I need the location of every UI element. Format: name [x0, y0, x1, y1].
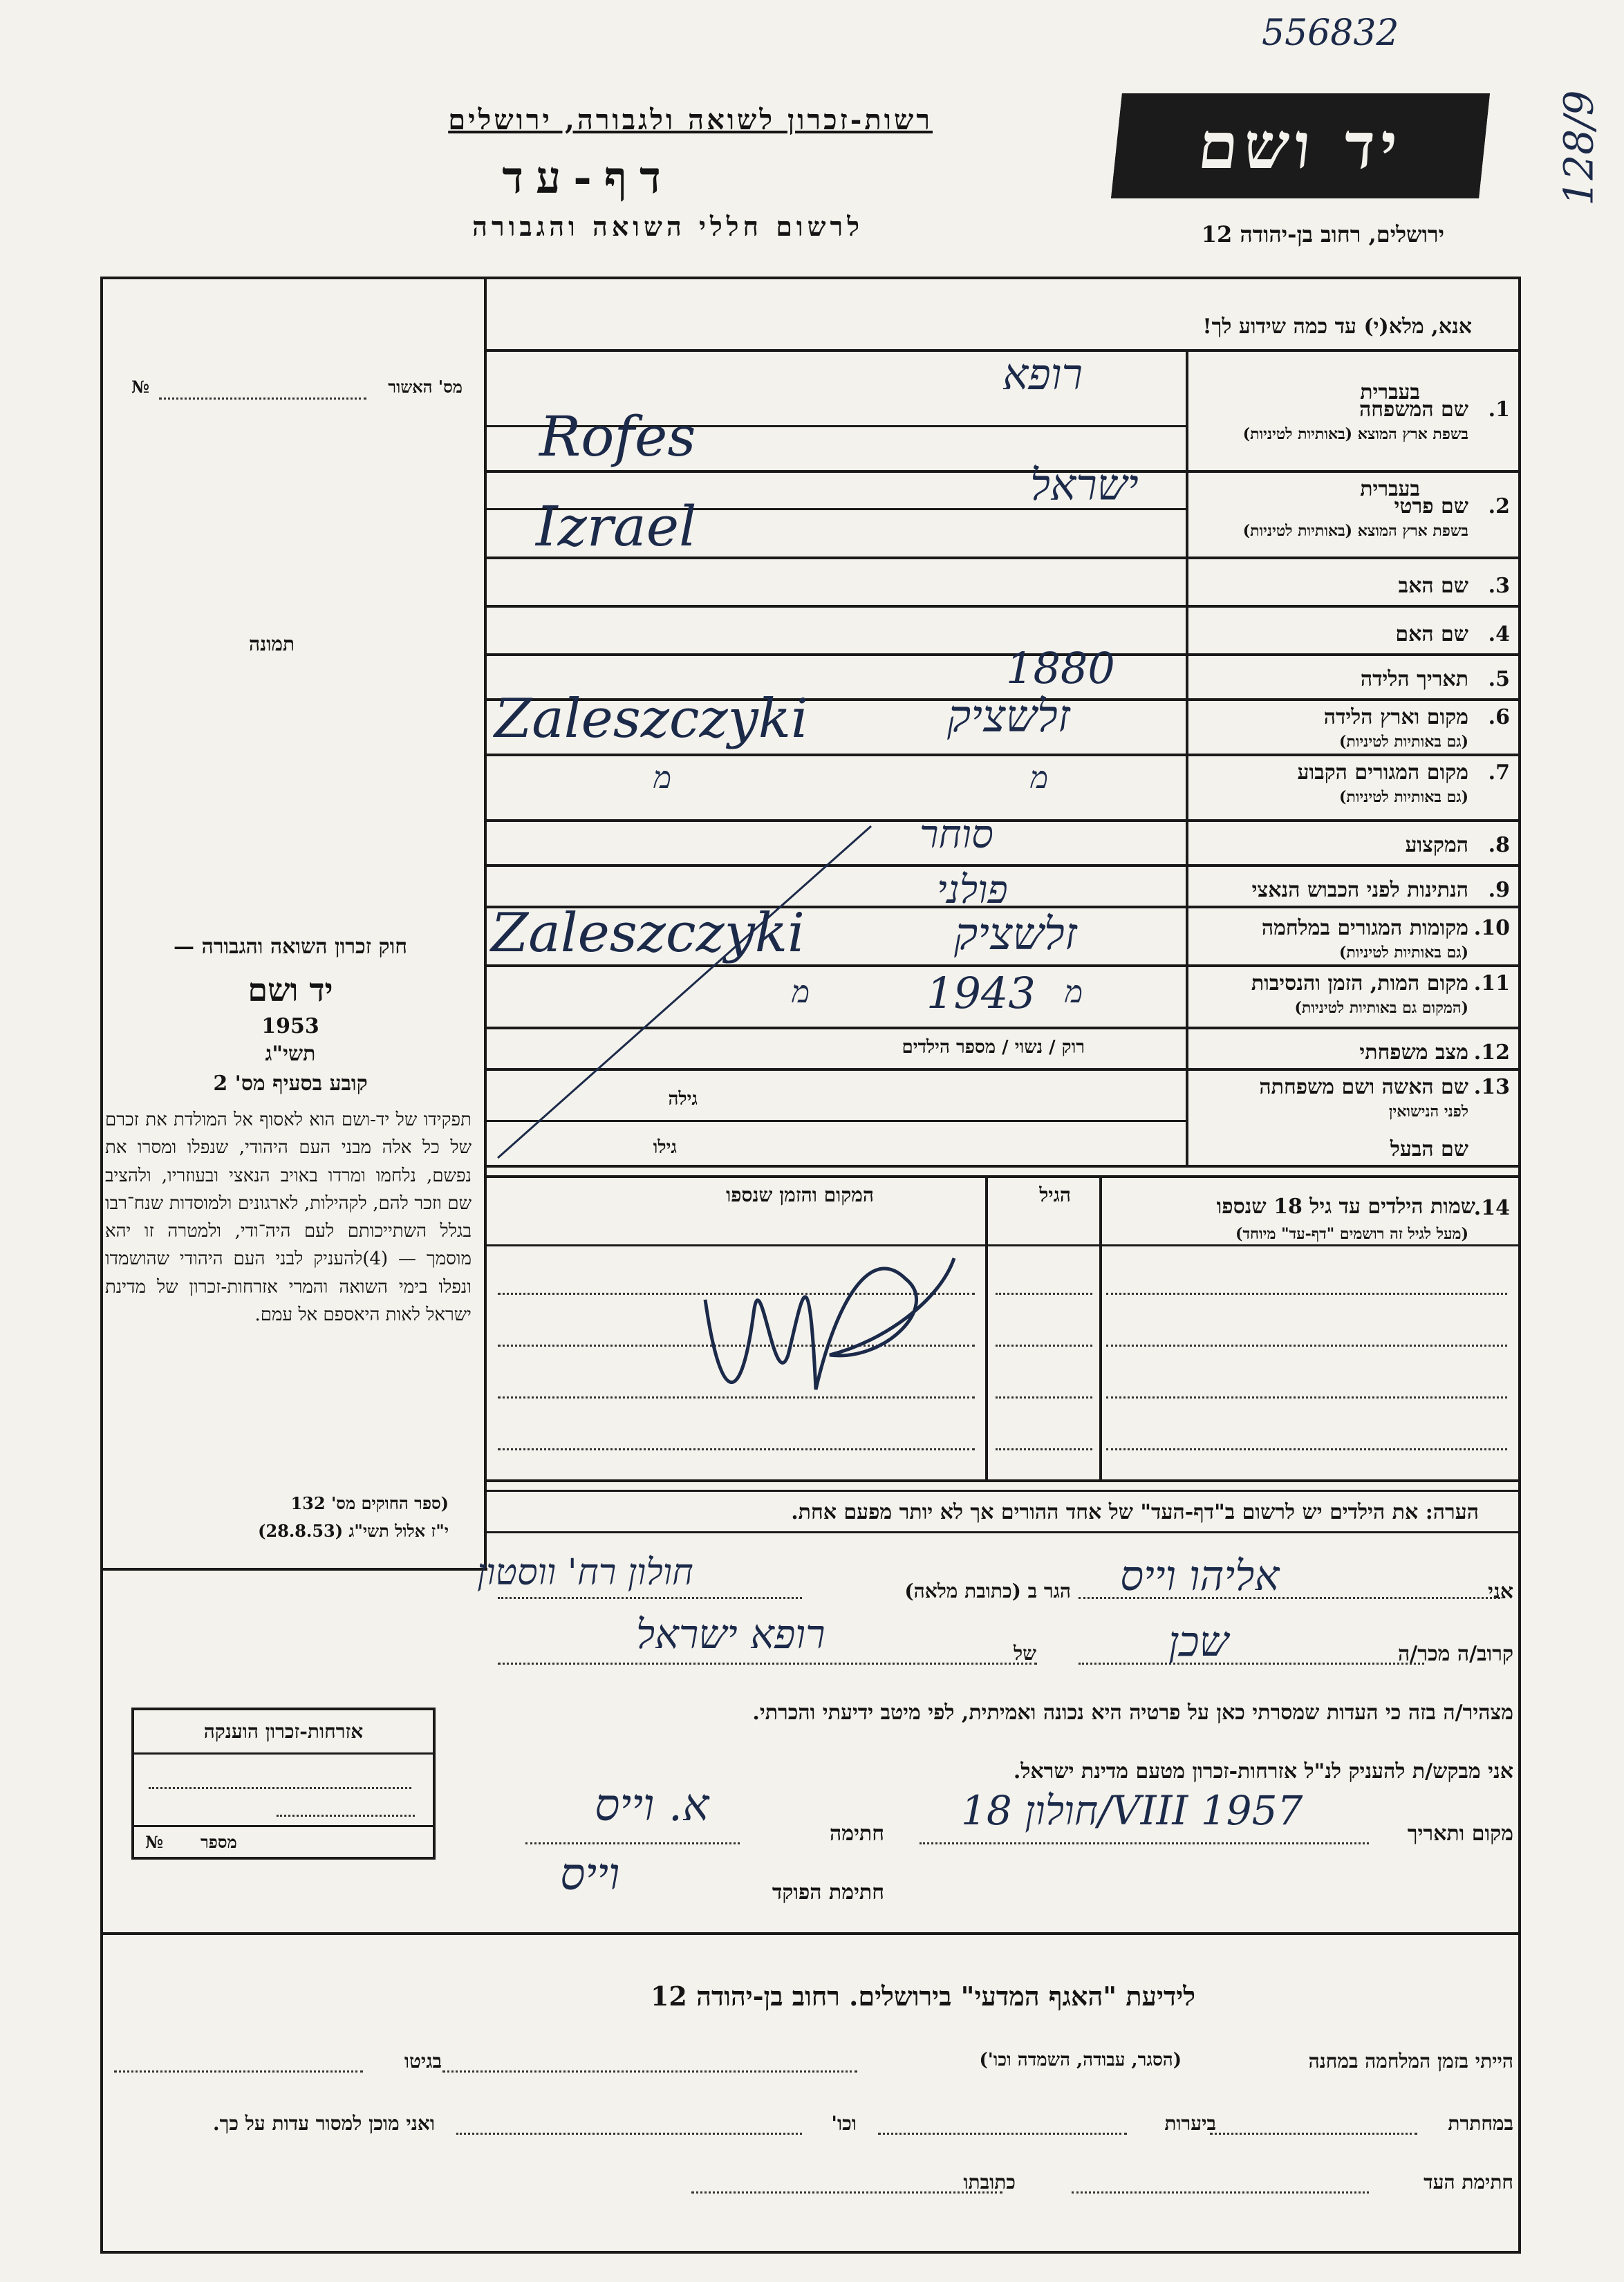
memorial-box-title: אזרחות-זכרון הוענקה: [203, 1720, 364, 1743]
footer-title: לידיעת "האגף המדעי" בירושלים. רחוב בן-יהודה 12: [650, 1981, 1195, 2012]
law-source: (ספר החוקים מס' 132: [290, 1493, 449, 1513]
hw-declarant-name: אליהו וייס: [1120, 1552, 1280, 1600]
hw-death-place-ditto: מ: [792, 975, 810, 1010]
officer-signature-label: חתימת הפוקד: [772, 1880, 884, 1905]
field-number: 4.: [1488, 622, 1510, 646]
children-remark: הערה: את הילדים יש לרשום ב"דף-העד" של אחד ההורים אך לא יותר מפעם אחת.: [791, 1500, 1479, 1524]
citizenship-request: אני מבקש/ת להעניק לנ"ל אזרחות-זכרון מטעם מדינת ישראל.: [1013, 1759, 1513, 1784]
footer-ghetto-label: בגיטו: [404, 2050, 442, 2073]
hw-birth-place-latin: Zaleszczyki: [494, 688, 808, 750]
husband-name-label: שם הבעל: [1390, 1137, 1468, 1161]
age-label-wife: גילה: [668, 1089, 698, 1110]
in-hebrew-label-2: בעברית: [1360, 477, 1420, 501]
children-place-column: המקום והזמן שנספו: [726, 1184, 874, 1206]
hw-citizenship: פולני: [937, 868, 1008, 913]
footer-forests-label: ביערות: [1164, 2112, 1216, 2135]
hw-signature: א. וייס: [595, 1780, 709, 1831]
law-hebrew-year: תשי"ג: [265, 1042, 316, 1066]
law-section: קובע בסעיף מס' 2: [213, 1072, 368, 1096]
footer-address-label: כתובתו: [963, 2171, 1016, 2194]
relation-label: קרוב/ה מכר/ה: [1398, 1642, 1513, 1666]
field-sublabel: (גם באותיות לטיניות): [1338, 944, 1468, 962]
field-sublabel: בשפת ארץ המוצא (באותיות לטיניות): [1242, 425, 1468, 443]
field-label: הנתינות לפני הכבוש הנאצי: [1251, 878, 1468, 902]
field-sublabel: (המקום גם באותיות לטיניות): [1294, 999, 1468, 1017]
hw-wartime-place-latin: Zaleszczyki: [491, 902, 805, 964]
side-number: 128/9: [1555, 90, 1603, 206]
footer-camp-label: הייתי בזמן המלחמה במחנה: [1308, 2050, 1513, 2073]
law-body: תפקידו של יד-ושם הוא לאסוף אל המולדת את זכרם של כל אלה מבני העם היהודי, שנפלו ומסרו את נפשם, נלחמו ומרדו באויב הנאצי ובעוזריו, ולהציב שם וזכר להם, לקהילות, לארגונים ולמוסדות שנח־רבו בגלל השתייכותם לעם היה־ודי, ולמטרה זו יהא מוסמך — (4)להעניק לבני העם היהודי שהושמדו ונפלו בימי השואה והמרי אזרחות-זכרון של מדינת ישראל לאות היאספם אל עמם.: [105, 1110, 472, 1326]
footer-witness-signature-label: חתימת העד: [1424, 2171, 1513, 2194]
field-label: שם האב: [1398, 574, 1468, 598]
memorial-number-label: מספר: [200, 1832, 237, 1852]
header-address: ירושלים, רחוב בן-יהודה 12: [1201, 221, 1444, 247]
hw-surname-latin: Rofes: [539, 404, 696, 469]
law-yad-vashem: יד ושם: [248, 971, 333, 1009]
children-title: שמות הילדים עד גיל 18 שנספו: [1216, 1195, 1475, 1219]
hw-profession: סוחר: [920, 812, 993, 857]
hw-given-hebrew: ישראל: [1030, 460, 1139, 510]
field-number: 8.: [1488, 833, 1510, 857]
field-label: המקצוע: [1405, 833, 1468, 857]
field-sublabel: (גם באותיות לטיניות): [1338, 788, 1468, 806]
cert-number-label: מס' האשור: [388, 377, 463, 397]
field-sublabel: (גם באותיות לטיניות): [1338, 733, 1468, 751]
hw-residence-ditto-2: מ: [1030, 760, 1049, 796]
strike-through-line: [484, 819, 1186, 1165]
field-label: מקומות המגורים במלחמה: [1261, 916, 1468, 940]
declaration-statement: מצהיר/ה בזה כי העדות שמסרתי כאן על פרטיה היא נכונה ואמיתית, לפי מיטב ידיעתי והכרתי.: [752, 1701, 1513, 1725]
cross-out-scribble: [678, 1217, 968, 1424]
hw-given-latin: Izrael: [536, 494, 697, 559]
hw-birth-place-hebrew: זלשציק: [947, 691, 1070, 742]
hw-declarant-address: חולון רח' ווסטון: [477, 1552, 693, 1593]
signature-label: חתימה: [830, 1822, 884, 1846]
field-sublabel: לפני הנישואין: [1388, 1103, 1468, 1121]
field-number: 13.: [1473, 1075, 1510, 1099]
field-label: שם האם: [1395, 622, 1468, 646]
field-label: מצב משפחתי: [1359, 1040, 1468, 1065]
page-title: דף-עד: [502, 152, 673, 204]
footer-underground-label: במחתרת: [1448, 2112, 1513, 2135]
hw-death-date: 1943: [926, 968, 1036, 1018]
hw-birth-date: 1880: [1006, 643, 1115, 693]
law-source-date: י"ז אלול תשי"ג (28.8.53): [258, 1521, 449, 1541]
hw-residence-ditto: מ: [653, 760, 672, 796]
hw-relation: שכן: [1168, 1618, 1229, 1666]
hw-death-ditto: מ: [1065, 975, 1083, 1010]
footer-willing-statement: ואני מוכן למסור עדות על כך.: [212, 2112, 435, 2135]
hw-surname-hebrew: רופא: [1002, 349, 1083, 400]
children-field-number: 14.: [1473, 1196, 1510, 1220]
cert-number-prefix: №: [131, 377, 150, 397]
yad-vashem-logo: יד ושם: [1111, 93, 1490, 198]
hw-place-date: חולון 18/VIII 1957: [961, 1787, 1303, 1834]
field-label: שם פרטי: [1394, 494, 1468, 518]
form-instruction: אנא, מלא(י) עד כמה שידוע לך!: [1202, 315, 1472, 339]
memorial-number-prefix: №: [145, 1832, 164, 1852]
age-label-husband: גילו: [653, 1137, 677, 1158]
marital-options: רוק / נשוי / מספר הילדים: [902, 1037, 1085, 1058]
hw-relation-of: רופא ישראל: [636, 1611, 825, 1658]
place-date-label: מקום ותאריך: [1407, 1822, 1513, 1846]
photo-label: תמונה: [249, 633, 295, 655]
hw-officer-signature: וייס: [560, 1849, 620, 1900]
footer-etc-label: וכו': [831, 2112, 857, 2135]
field-label: תאריך הלידה: [1360, 667, 1468, 691]
reference-number: 556832: [1262, 12, 1399, 54]
field-number: 12.: [1473, 1040, 1510, 1065]
field-label: שם האשה ושם משפחתה: [1259, 1075, 1468, 1099]
field-number: 11.: [1473, 971, 1510, 995]
declarant-label: אני: [1488, 1580, 1513, 1604]
field-label: שם המשפחה: [1359, 398, 1468, 422]
hw-wartime-place-hebrew: זלשציק: [954, 909, 1077, 960]
children-age-column: הגיל: [1039, 1184, 1071, 1206]
field-label: מקום וארץ הלידה: [1323, 705, 1468, 729]
footer-camp-types: (הסגר, עבודה, השמדה וכו'): [979, 2050, 1182, 2070]
page-subtitle: לרשום חללי השואה והגבורה: [472, 211, 864, 242]
of-label: של: [1014, 1642, 1036, 1665]
field-label: מקום המות, הזמן והנסיבות: [1251, 971, 1468, 995]
field-number: 1.: [1488, 398, 1510, 422]
field-number: 10.: [1473, 916, 1510, 940]
in-hebrew-label-1: בעברית: [1360, 380, 1420, 404]
field-number: 5.: [1488, 667, 1510, 691]
field-label: מקום המגורים הקבוע: [1297, 760, 1468, 785]
field-number: 2.: [1488, 494, 1510, 518]
law-year: 1953: [261, 1014, 319, 1038]
field-number: 9.: [1488, 878, 1510, 902]
field-number: 3.: [1488, 574, 1510, 598]
organization-name: רשות-זכרון לשואה ולגבורה, ירושלים: [448, 104, 933, 136]
field-number: 6.: [1488, 705, 1510, 729]
address-label: הגר ב (כתובת מלאה): [904, 1580, 1071, 1602]
field-sublabel: בשפת ארץ המוצא (באותיות לטיניות): [1242, 522, 1468, 540]
law-title: חוק זכרון השואה והגבורה —: [174, 935, 407, 959]
field-number: 7.: [1488, 760, 1510, 785]
children-subtitle: (מעל לגיל זה רושמים "דף-עד" מיוחד): [1235, 1225, 1468, 1243]
